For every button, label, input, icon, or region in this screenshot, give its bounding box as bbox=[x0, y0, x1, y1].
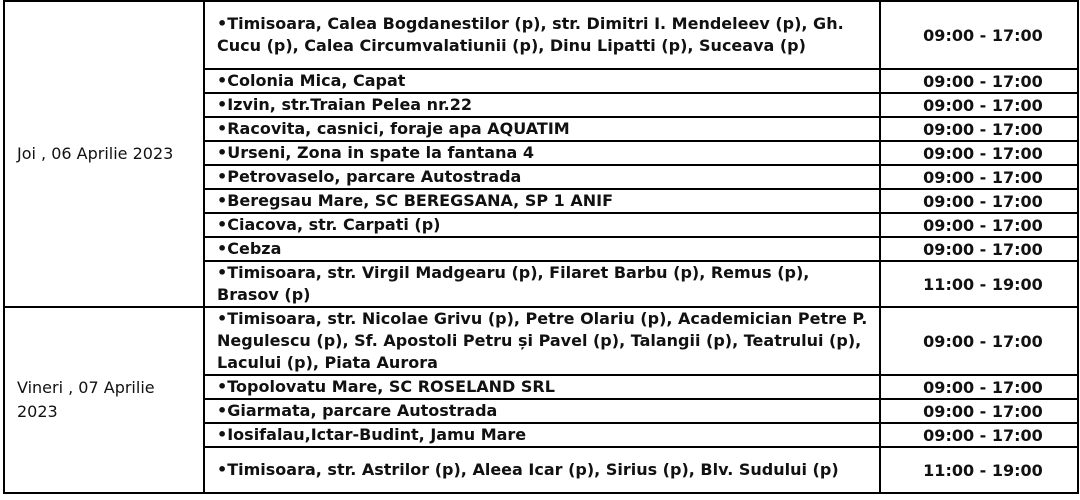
time-interval-cell: 09:00 - 17:00 bbox=[880, 165, 1078, 189]
time-interval-cell: 11:00 - 19:00 bbox=[880, 447, 1078, 493]
time-interval-cell: 11:00 - 19:00 bbox=[880, 261, 1078, 307]
location-cell: •Timisoara, Calea Bogdanestilor (p), str. Dimitri I. Mendeleev (p), Gh. Cucu (p), Calea Circumvalatiunii (p), Dinu Lipatti (p), Suceava (p) bbox=[204, 1, 880, 69]
location-cell: •Izvin, str.Traian Pelea nr.22 bbox=[204, 93, 880, 117]
date-cell: Vineri , 07 Aprilie 2023 bbox=[4, 307, 204, 493]
time-interval-cell: 09:00 - 17:00 bbox=[880, 69, 1078, 93]
time-interval-cell: 09:00 - 17:00 bbox=[880, 141, 1078, 165]
table-row bbox=[4, 307, 1078, 375]
date-cell: Joi , 06 Aprilie 2023 bbox=[4, 1, 204, 307]
time-interval-cell: 09:00 - 17:00 bbox=[880, 399, 1078, 423]
schedule-body bbox=[4, 1, 1078, 493]
time-interval-cell: 09:00 - 17:00 bbox=[880, 375, 1078, 399]
table-row bbox=[4, 1, 1078, 69]
location-cell: •Cebza bbox=[204, 237, 880, 261]
location-cell: •Petrovaselo, parcare Autostrada bbox=[204, 165, 880, 189]
location-cell: •Racovita, casnici, foraje apa AQUATIM bbox=[204, 117, 880, 141]
location-cell: •Timisoara, str. Astrilor (p), Aleea Icar (p), Sirius (p), Blv. Sudului (p) bbox=[204, 447, 880, 493]
time-interval-cell: 09:00 - 17:00 bbox=[880, 117, 1078, 141]
location-cell: •Timisoara, str. Virgil Madgearu (p), Filaret Barbu (p), Remus (p), Brasov (p) bbox=[204, 261, 880, 307]
time-interval-cell: 09:00 - 17:00 bbox=[880, 189, 1078, 213]
location-cell: •Timisoara, str. Nicolae Grivu (p), Petre Olariu (p), Academician Petre P. Negulescu (p), Sf. Apostoli Petru și Pavel (p), Talangii (p), Teatrului (p), Lacului (p), Piata Aurora bbox=[204, 307, 880, 375]
time-interval-cell: 09:00 - 17:00 bbox=[880, 307, 1078, 375]
time-interval-cell: 09:00 - 17:00 bbox=[880, 93, 1078, 117]
location-cell: •Topolovatu Mare, SC ROSELAND SRL bbox=[204, 375, 880, 399]
time-interval-cell: 09:00 - 17:00 bbox=[880, 213, 1078, 237]
location-cell: •Colonia Mica, Capat bbox=[204, 69, 880, 93]
location-cell: •Giarmata, parcare Autostrada bbox=[204, 399, 880, 423]
time-interval-cell: 09:00 - 17:00 bbox=[880, 237, 1078, 261]
location-cell: •Iosifalau,Ictar-Budint, Jamu Mare bbox=[204, 423, 880, 447]
schedule-table bbox=[3, 0, 1079, 494]
location-cell: •Beregsau Mare, SC BEREGSANA, SP 1 ANIF bbox=[204, 189, 880, 213]
time-interval-cell: 09:00 - 17:00 bbox=[880, 1, 1078, 69]
time-interval-cell: 09:00 - 17:00 bbox=[880, 423, 1078, 447]
location-cell: •Ciacova, str. Carpati (p) bbox=[204, 213, 880, 237]
location-cell: •Urseni, Zona in spate la fantana 4 bbox=[204, 141, 880, 165]
